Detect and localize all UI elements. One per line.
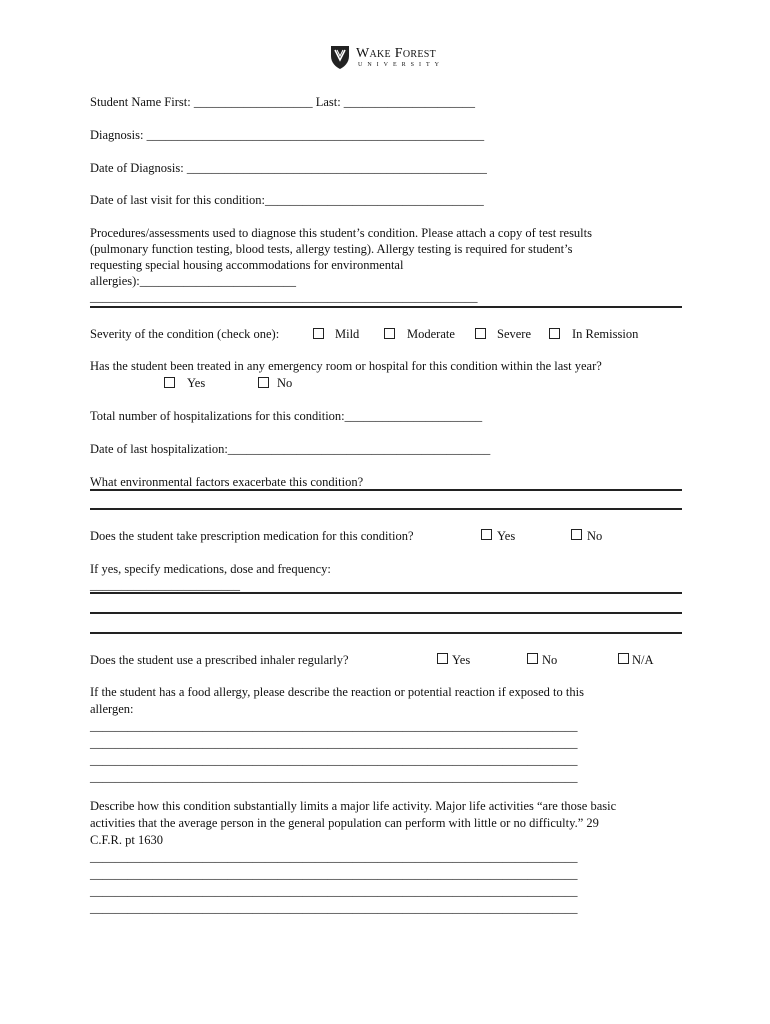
procedures-blank-line[interactable]: ______________________________________________________________ [90, 290, 478, 304]
medication-answer-line[interactable] [90, 612, 682, 614]
food-allergy-answer-line[interactable]: ______________________________________________________________________________ [90, 736, 578, 750]
procedures-line-3: requesting special housing accommodations for environmental [90, 258, 404, 272]
procedures-line-1: Procedures/assessments used to diagnose this student’s condition. Please attach a copy of test results [90, 226, 592, 240]
last-hospitalization-field[interactable]: Date of last hospitalization:__________________________________________ [90, 442, 491, 456]
procedures-allergies-field[interactable]: allergies):_________________________ [90, 274, 296, 288]
environmental-answer-line[interactable] [90, 489, 682, 491]
shield-icon [329, 44, 351, 70]
medication-no-label: No [587, 529, 603, 543]
severity-severe-label: Severe [497, 327, 532, 341]
university-logo [329, 44, 459, 72]
date-last-visit-field[interactable]: Date of last visit for this condition:___________________________________ [90, 193, 484, 207]
inhaler-yes-checkbox[interactable] [437, 653, 448, 664]
food-allergy-prompt-line-2: allergen: [90, 702, 134, 716]
medication-specify-field[interactable]: ________________________ [90, 578, 240, 592]
date-of-diagnosis-field[interactable]: Date of Diagnosis: ________________________________________________ [90, 161, 487, 175]
emergency-question: Has the student been treated in any emergency room or hospital for this condition within the last year? [90, 359, 602, 373]
severity-remission-label: In Remission [572, 327, 639, 341]
medication-question: Does the student take prescription medication for this condition? [90, 529, 414, 543]
diagnosis-field[interactable]: Diagnosis: ______________________________________________________ [90, 128, 485, 142]
emergency-yes-label: Yes [187, 376, 206, 390]
food-allergy-answer-line[interactable]: ______________________________________________________________________________ [90, 719, 578, 733]
inhaler-no-label: No [542, 653, 558, 667]
limits-answer-line[interactable]: ______________________________________________________________________________ [90, 884, 578, 898]
medication-answer-line[interactable] [90, 632, 682, 634]
medication-no-checkbox[interactable] [571, 529, 582, 540]
inhaler-no-checkbox[interactable] [527, 653, 538, 664]
inhaler-yes-label: Yes [452, 653, 471, 667]
severity-severe-checkbox[interactable] [475, 328, 486, 339]
severity-remission-checkbox[interactable] [549, 328, 560, 339]
severity-moderate-checkbox[interactable] [384, 328, 395, 339]
inhaler-na-checkbox[interactable] [618, 653, 629, 664]
emergency-no-checkbox[interactable] [258, 377, 269, 388]
medication-yes-label: Yes [497, 529, 516, 543]
medication-yes-checkbox[interactable] [481, 529, 492, 540]
food-allergy-prompt-line-1: If the student has a food allergy, please describe the reaction or potential reaction if exposed to this [90, 685, 584, 699]
student-name-field[interactable]: Student Name First: ___________________ Last: _____________________ [90, 95, 476, 109]
environmental-factors-question: What environmental factors exacerbate this condition? [90, 475, 364, 489]
limits-prompt-line-2: activities that the average person in the general population can perform with little or no difficulty.” 29 [90, 816, 599, 830]
emergency-no-label: No [277, 376, 293, 390]
total-hospitalizations-field[interactable]: Total number of hospitalizations for this condition:______________________ [90, 409, 483, 423]
section-divider [90, 306, 682, 308]
limits-answer-line[interactable]: ______________________________________________________________________________ [90, 850, 578, 864]
procedures-line-2: (pulmonary function testing, blood tests, allergy testing). Allergy testing is required for student’s [90, 242, 573, 256]
limits-answer-line[interactable]: ______________________________________________________________________________ [90, 867, 578, 881]
environmental-answer-line[interactable] [90, 508, 682, 510]
limits-answer-line[interactable]: ______________________________________________________________________________ [90, 901, 578, 915]
severity-mild-checkbox[interactable] [313, 328, 324, 339]
emergency-yes-checkbox[interactable] [164, 377, 175, 388]
severity-mild-label: Mild [335, 327, 360, 341]
limits-prompt-line-1: Describe how this condition substantially limits a major life activity. Major life activities “are those basic [90, 799, 617, 813]
severity-label: Severity of the condition (check one): [90, 327, 280, 341]
logo-name: Wake Forest [356, 46, 437, 61]
medication-answer-line[interactable] [90, 592, 682, 594]
medication-specify-label: If yes, specify medications, dose and frequency: [90, 562, 331, 576]
food-allergy-answer-line[interactable]: ______________________________________________________________________________ [90, 770, 578, 784]
limits-prompt-line-3: C.F.R. pt 1630 [90, 833, 163, 847]
food-allergy-answer-line[interactable]: ______________________________________________________________________________ [90, 753, 578, 767]
inhaler-na-label: N/A [632, 653, 654, 667]
logo-subtitle: UNIVERSITY [358, 62, 444, 68]
severity-moderate-label: Moderate [407, 327, 455, 341]
inhaler-question: Does the student use a prescribed inhaler regularly? [90, 653, 349, 667]
